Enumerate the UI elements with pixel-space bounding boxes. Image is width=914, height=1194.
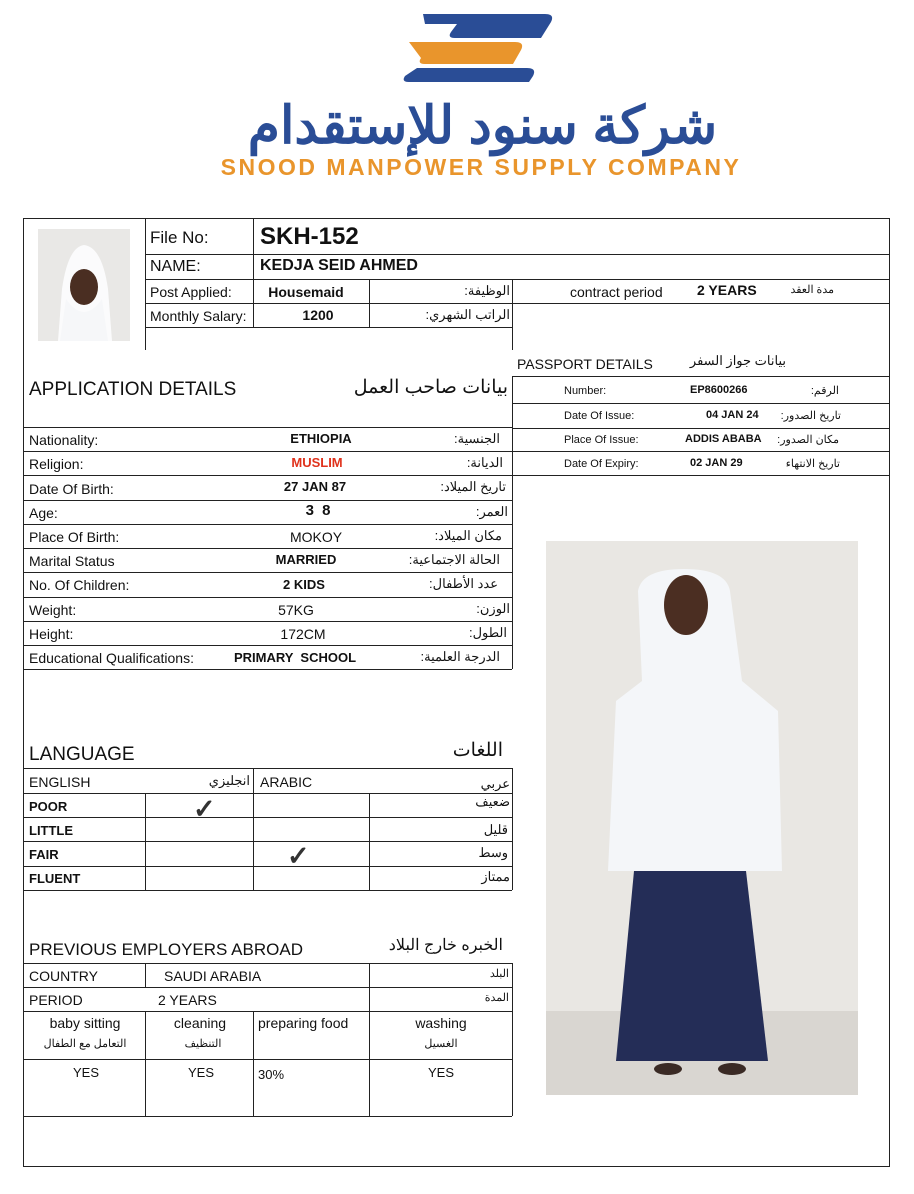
weight-label-ar: الوزن: bbox=[476, 601, 510, 616]
issue-date-value: 04 JAN 24 bbox=[706, 409, 759, 421]
expiry-date-label: Date Of Expiry: bbox=[564, 458, 639, 470]
post-value: Housemaid bbox=[268, 284, 344, 300]
weight-label: Weight: bbox=[29, 602, 77, 618]
level-fluent-ar: ممتاز bbox=[481, 869, 510, 884]
lang-english: ENGLISH bbox=[29, 774, 91, 790]
weight-value: 57KG bbox=[278, 602, 314, 618]
employers-title-ar: الخبره خارج البلاد bbox=[388, 937, 503, 954]
issue-date-label-ar: تاريخ الصدور: bbox=[780, 410, 841, 422]
education-label-ar: الدرجة العلمية: bbox=[420, 649, 500, 664]
level-poor-ar: ضعيف bbox=[475, 794, 510, 809]
employers-title: PREVIOUS EMPLOYERS ABROAD bbox=[29, 940, 303, 959]
issue-date-label: Date Of Issue: bbox=[564, 410, 635, 422]
language-title: LANGUAGE bbox=[29, 744, 135, 765]
contract-label: contract period bbox=[570, 284, 663, 300]
skill-baby-sitting-ar: التعامل مع الطفال bbox=[43, 1038, 127, 1050]
salary-value: 1200 bbox=[302, 307, 334, 323]
contract-label-ar: مدة العقد bbox=[790, 284, 834, 296]
education-label: Educational Qualifications: bbox=[29, 650, 194, 666]
children-value: 2 KIDS bbox=[283, 577, 325, 592]
lang-arabic-ar: عربي bbox=[480, 776, 510, 791]
pob-label-ar: مكان الميلاد: bbox=[434, 528, 502, 543]
lang-english-ar: انجليزي bbox=[208, 773, 250, 788]
full-body-photo bbox=[546, 541, 858, 1095]
salary-label: Monthly Salary: bbox=[150, 308, 247, 324]
passport-title-ar: بيانات جواز السفر bbox=[689, 353, 786, 368]
name-label: NAME: bbox=[150, 258, 201, 275]
period-value: 2 YEARS bbox=[158, 992, 217, 1008]
nationality-value: ETHIOPIA bbox=[290, 431, 352, 446]
skill-cleaning: cleaning bbox=[173, 1015, 227, 1031]
skill-washing-value: YES bbox=[427, 1065, 455, 1080]
religion-value: MUSLIM bbox=[291, 455, 343, 470]
country-label: COUNTRY bbox=[29, 968, 98, 984]
marital-label-ar: الحالة الاجتماعية: bbox=[408, 552, 500, 567]
issue-place-label-ar: مكان الصدور: bbox=[777, 434, 839, 446]
skill-baby-sitting: baby sitting bbox=[49, 1015, 121, 1031]
salary-label-ar: الراتب الشهري: bbox=[425, 307, 510, 322]
country-value: SAUDI ARABIA bbox=[164, 968, 262, 984]
dob-label-ar: تاريخ الميلاد: bbox=[440, 479, 506, 494]
company-name-arabic: شركة سنود للإستقدام bbox=[247, 97, 718, 155]
height-label-ar: الطول: bbox=[468, 625, 507, 640]
skill-preparing-food-value: 30% bbox=[258, 1067, 285, 1082]
period-label: PERIOD bbox=[29, 992, 83, 1008]
dob-value: 27 JAN 87 bbox=[283, 479, 347, 494]
portrait-photo bbox=[38, 229, 130, 341]
passport-number-value: EP8600266 bbox=[690, 384, 748, 396]
application-title: APPLICATION DETAILS bbox=[29, 379, 237, 400]
name-value: KEDJA SEID AHMED bbox=[260, 257, 418, 274]
language-title-ar: اللغات bbox=[452, 740, 503, 761]
country-label-ar: البلد bbox=[489, 968, 509, 980]
nationality-label-ar: الجنسية: bbox=[454, 431, 500, 446]
religion-label-ar: الديانة: bbox=[466, 455, 503, 470]
skill-baby-sitting-value: YES bbox=[72, 1065, 100, 1080]
issue-place-value: ADDIS ABABA bbox=[685, 433, 762, 445]
arabic-fair-check-icon: ✓ bbox=[287, 841, 310, 871]
level-little-ar: قليل bbox=[483, 822, 508, 837]
religion-label: Religion: bbox=[29, 456, 84, 472]
level-fair-ar: وسط bbox=[478, 845, 508, 860]
expiry-date-value: 02 JAN 29 bbox=[690, 457, 743, 469]
children-label-ar: عدد الأطفال: bbox=[429, 576, 498, 591]
issue-place-label: Place Of Issue: bbox=[564, 434, 639, 446]
passport-title: PASSPORT DETAILS bbox=[517, 356, 653, 372]
lang-arabic: ARABIC bbox=[260, 774, 313, 790]
age-label-ar: العمر: bbox=[475, 504, 508, 519]
contract-value: 2 YEARS bbox=[697, 282, 757, 298]
education-value: PRIMARY SCHOOL bbox=[233, 650, 357, 665]
dob-label: Date Of Birth: bbox=[29, 481, 114, 497]
marital-label: Marital Status bbox=[29, 553, 115, 569]
height-label: Height: bbox=[29, 626, 74, 642]
marital-value: MARRIED bbox=[275, 552, 337, 567]
pob-value: MOKOY bbox=[289, 529, 343, 545]
period-label-ar: المدة bbox=[484, 992, 509, 1004]
file-no-label: File No: bbox=[150, 228, 209, 247]
nationality-label: Nationality: bbox=[29, 432, 99, 448]
level-little: LITTLE bbox=[29, 823, 74, 838]
level-poor: POOR bbox=[29, 799, 68, 814]
pob-label: Place Of Birth: bbox=[29, 529, 120, 545]
age-value: 3 8 bbox=[305, 502, 333, 519]
company-logo bbox=[395, 8, 567, 86]
file-no-value: SKH-152 bbox=[260, 223, 359, 250]
post-label-ar: الوظيفة: bbox=[464, 283, 510, 298]
skill-cleaning-ar: التنظيف bbox=[184, 1038, 222, 1050]
skill-cleaning-value: YES bbox=[187, 1065, 215, 1080]
age-label: Age: bbox=[29, 505, 58, 521]
company-name-english: SNOOD MANPOWER SUPPLY COMPANY bbox=[220, 154, 742, 180]
height-value: 172CM bbox=[280, 626, 326, 642]
children-label: No. Of Children: bbox=[29, 577, 130, 593]
application-title-ar: بيانات صاحب العمل bbox=[353, 377, 508, 398]
level-fluent: FLUENT bbox=[29, 871, 81, 886]
skill-washing-ar: الغسيل bbox=[424, 1038, 458, 1050]
passport-number-label: Number: bbox=[564, 385, 607, 397]
skill-washing: washing bbox=[415, 1015, 467, 1031]
expiry-date-label-ar: تاريخ الانتهاء bbox=[785, 458, 840, 470]
post-label: Post Applied: bbox=[150, 284, 232, 300]
english-poor-check-icon: ✓ bbox=[193, 794, 216, 824]
skill-preparing-food: preparing food bbox=[258, 1015, 349, 1031]
passport-number-label-ar: الرقم: bbox=[810, 385, 839, 397]
level-fair: FAIR bbox=[29, 847, 59, 862]
